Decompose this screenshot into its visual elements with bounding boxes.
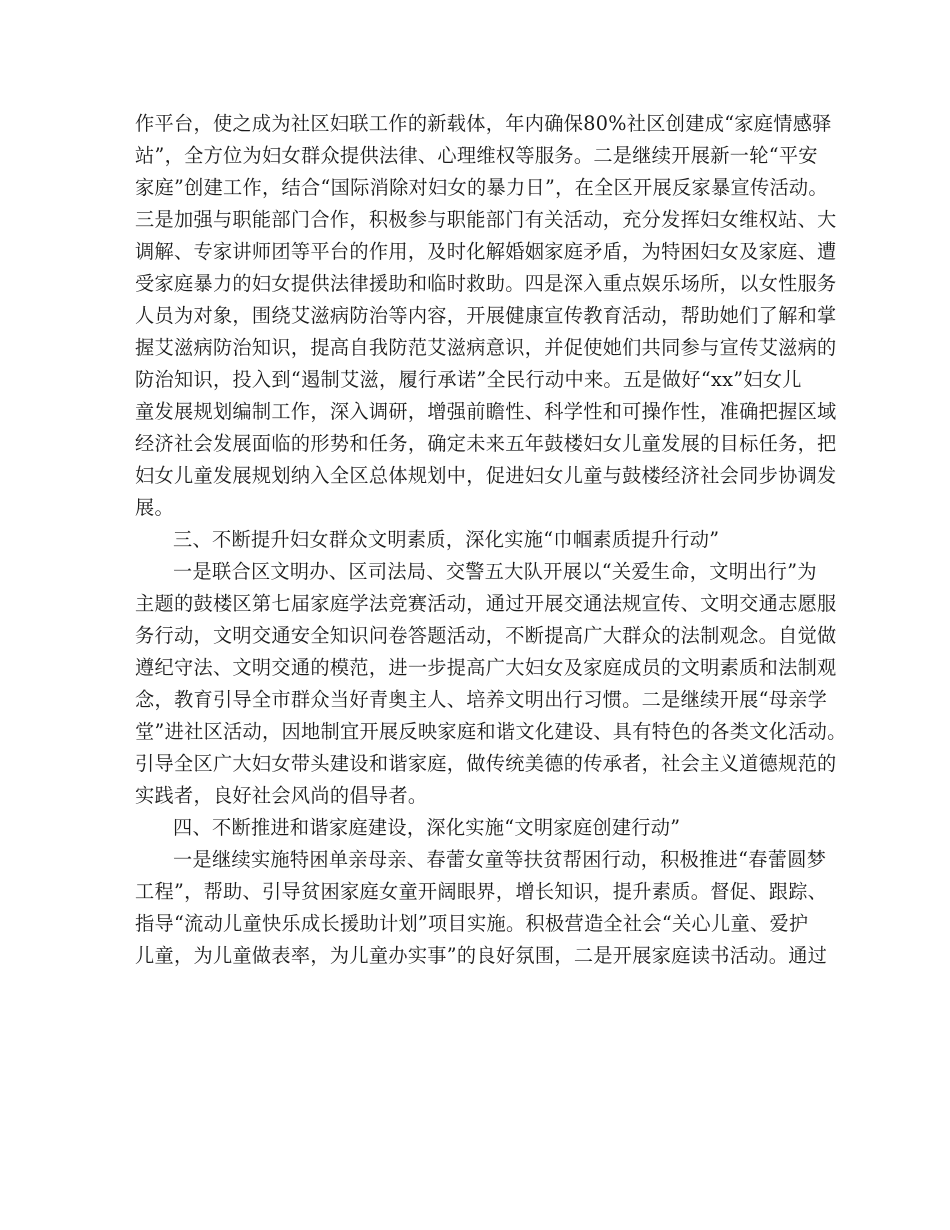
- text-line: 家庭”创建工作，结合“国际消除对妇女的暴力日”，在全区开展反家暴宣传活动。: [135, 176, 828, 199]
- section-heading: 三、不断提升妇女群众文明素质，深化实施“巾帼素质提升行动”: [173, 528, 720, 551]
- text-line: 引导全区广大妇女带头建设和谐家庭，做传统美德的传承者，社会主义道德规范的: [135, 752, 837, 775]
- text-line: 受家庭暴力的妇女提供法律援助和临时救助。四是深入重点娱乐场所，以女性服务: [135, 272, 837, 295]
- text-line: 经济社会发展面临的形势和任务，确定未来五年鼓楼妇女儿童发展的目标任务，把: [135, 432, 837, 455]
- paragraph-start-line: 一是继续实施特困单亲母亲、春蕾女童等扶贫帮困行动，积极推进“春蕾圆梦: [173, 848, 827, 871]
- document-body: [135, 108, 847, 972]
- text-line: 握艾滋病防治知识，提高自我防范艾滋病意识，并促使她们共同参与宣传艾滋病的: [135, 336, 837, 359]
- text-line: 妇女儿童发展规划纳入全区总体规划中，促进妇女儿童与鼓楼经济社会同步协调发: [135, 464, 837, 487]
- text-line: 儿童，为儿童做表率，为儿童办实事”的良好氛围，二是开展家庭读书活动。通过: [135, 944, 828, 967]
- text-line: 遵纪守法、文明交通的模范，进一步提高广大妇女及家庭成员的文明素质和法制观: [135, 656, 837, 679]
- text-line: 三是加强与职能部门合作，积极参与职能部门有关活动，充分发挥妇女维权站、大: [135, 208, 837, 231]
- text-line: 童发展规划编制工作，深入调研，增强前瞻性、科学性和可操作性，准确把握区域: [135, 400, 837, 423]
- text-line: 主题的鼓楼区第七届家庭学法竞赛活动，通过开展交通法规宣传、文明交通志愿服: [135, 592, 837, 615]
- text-line: 务行动，文明交通安全知识问卷答题活动，不断提高广大群众的法制观念。自觉做: [135, 624, 837, 647]
- text-line: 作平台，使之成为社区妇联工作的新载体，年内确保80%社区创建成“家庭情感驿: [135, 112, 832, 135]
- paragraph-start-line: 一是联合区文明办、区司法局、交警五大队开展以“关爱生命，文明出行”为: [173, 560, 817, 583]
- text-line: 实践者，良好社会风尚的倡导者。: [135, 784, 428, 807]
- text-line: 工程”，帮助、引导贫困家庭女童开阔眼界，增长知识，提升素质。督促、跟踪、: [135, 880, 828, 903]
- text-line: 人员为对象，围绕艾滋病防治等内容，开展健康宣传教育活动，帮助她们了解和掌: [135, 304, 837, 327]
- section-heading: 四、不断推进和谐家庭建设，深化实施“文明家庭创建行动”: [173, 816, 681, 839]
- text-line: 防治知识，投入到“遏制艾滋，履行承诺”全民行动中来。五是做好“xx”妇女儿: [135, 368, 802, 391]
- text-line: 堂”进社区活动，因地制宜开展反映家庭和谐文化建设、具有特色的各类文化活动。: [135, 720, 847, 743]
- text-line: 指导“流动儿童快乐成长援助计划”项目实施。积极营造全社会“关心儿童、爱护: [135, 912, 809, 935]
- text-line: 展。: [135, 496, 174, 519]
- text-line: 念，教育引导全市群众当好青奥主人、培养文明出行习惯。二是继续开展“母亲学: [135, 688, 828, 711]
- text-line: 站”，全方位为妇女群众提供法律、心理维权等服务。二是继续开展新一轮“平安: [135, 144, 818, 167]
- text-line: 调解、专家讲师团等平台的作用，及时化解婚姻家庭矛盾，为特困妇女及家庭、遭: [135, 240, 837, 263]
